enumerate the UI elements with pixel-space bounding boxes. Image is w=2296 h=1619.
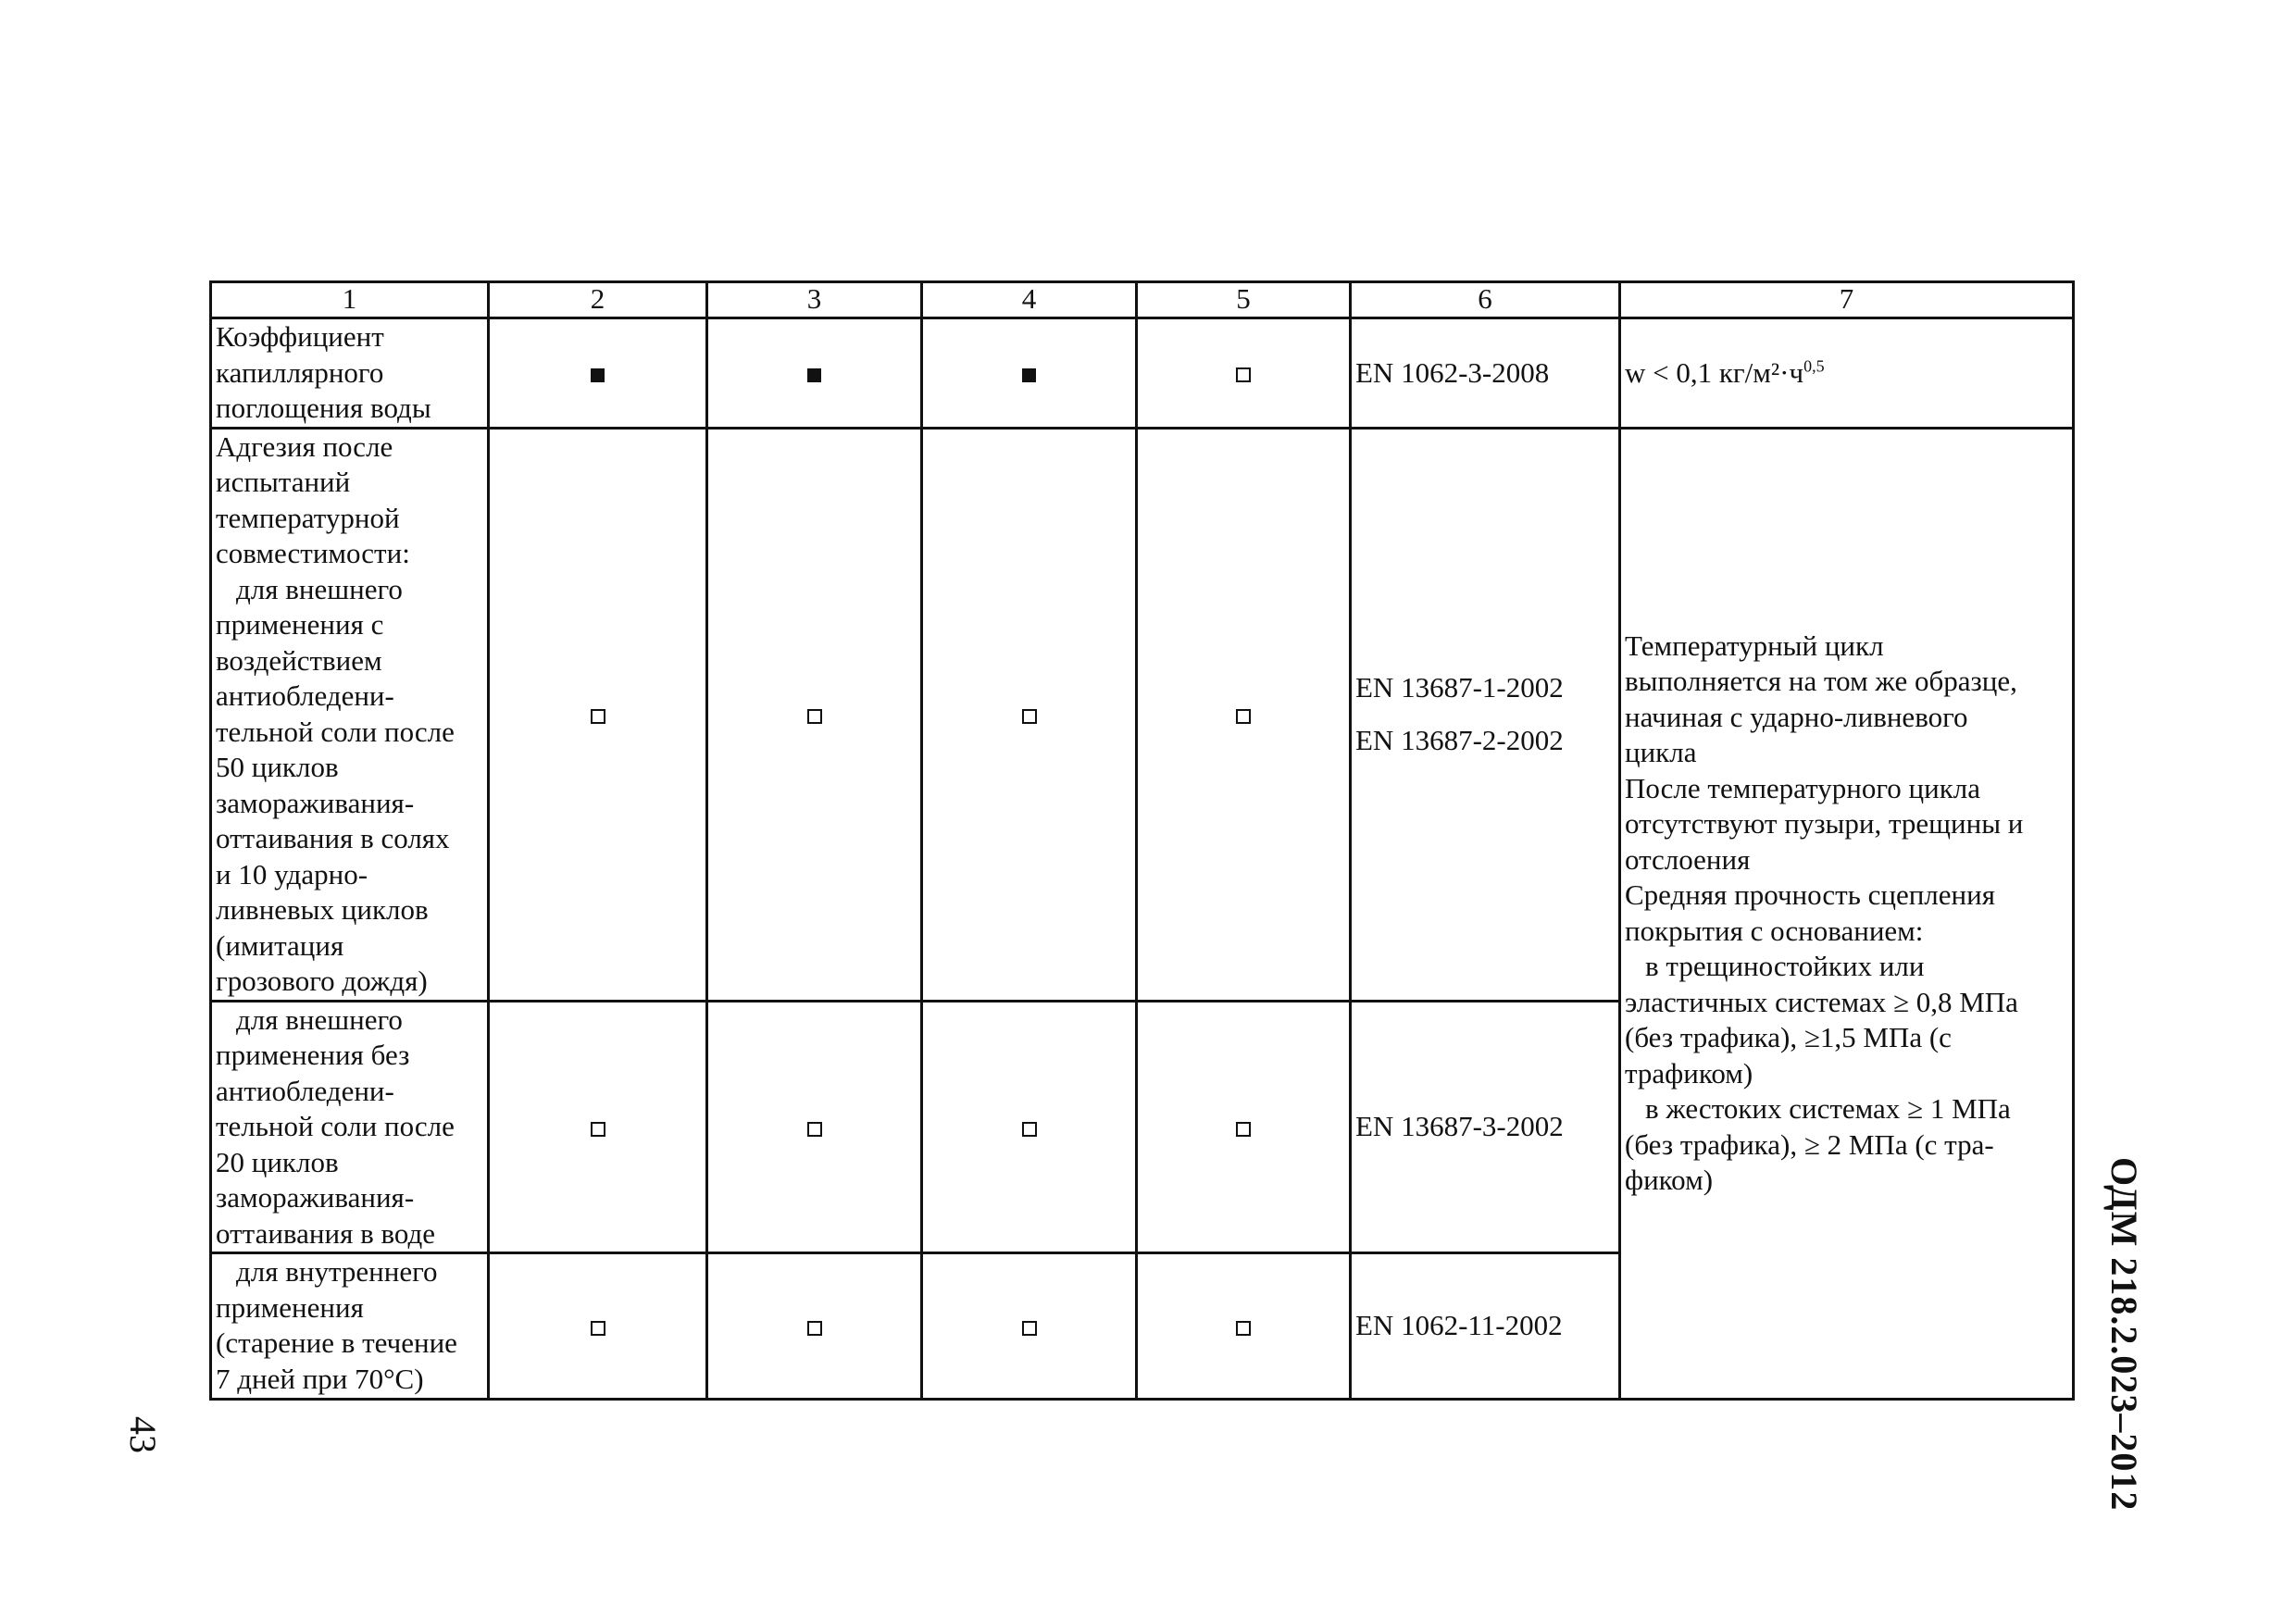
property-cell: [211, 428, 489, 1001]
subitem-text: для внешнего: [236, 1003, 403, 1036]
subitem-text: ливневых циклов: [216, 893, 429, 926]
standard-text: EN 13687-3-2002: [1355, 1110, 1564, 1142]
property-text: капиллярного: [216, 355, 384, 389]
applicability-cell: [489, 1001, 707, 1253]
standard-cell: [1351, 1253, 1620, 1400]
subitem-text: 7 дней при 70°С): [216, 1362, 424, 1395]
applicability-cell: [922, 1253, 1137, 1400]
requirement-text: трафиком): [1625, 1056, 1753, 1090]
table-row: [211, 318, 2074, 429]
standard-text: EN 1062-3-2008: [1355, 355, 1550, 389]
applicability-cell: [489, 428, 707, 1001]
subitem-text: и 10 ударно-: [216, 857, 368, 890]
subitem-text: применения без: [216, 1039, 410, 1071]
open-square-icon: [591, 1321, 605, 1336]
property-text: Адгезия после: [216, 430, 393, 463]
column-header: 5: [1137, 282, 1351, 318]
requirement-text: покрытия с основанием:: [1625, 914, 1924, 947]
open-square-icon: [1236, 367, 1251, 382]
standard-text: EN 13687-1-2002: [1355, 671, 1564, 704]
applicability-cell: [489, 1253, 707, 1400]
filled-square-icon: [591, 368, 605, 382]
open-square-icon: [591, 709, 605, 724]
open-square-icon: [807, 1321, 822, 1336]
column-header: 2: [489, 282, 707, 318]
applicability-cell: [922, 1001, 1137, 1253]
subitem-text: для внутреннего: [236, 1255, 438, 1288]
standard-cell: [1351, 318, 1620, 429]
open-square-icon: [1022, 709, 1037, 724]
open-square-icon: [591, 1122, 605, 1137]
subitem-text: оттаивания в воде: [216, 1216, 436, 1250]
column-header: 6: [1351, 282, 1620, 318]
requirement-cell: [1620, 428, 2074, 1400]
requirement-text: отсутствуют пузыри, трещины и: [1625, 807, 2024, 841]
requirement-exponent: 0,5: [1803, 356, 1825, 376]
open-square-icon: [1022, 1321, 1037, 1336]
requirement-text: цикла: [1625, 736, 1697, 769]
subitem-text: (старение в течение: [216, 1326, 457, 1359]
filled-square-icon: [1022, 368, 1036, 382]
subitem-text: антиобледени-: [216, 1074, 394, 1107]
applicability-cell: [1137, 318, 1351, 429]
standard-text: EN 1062-11-2002: [1355, 1309, 1563, 1342]
column-header: 4: [922, 282, 1137, 318]
property-text: поглощения воды: [216, 392, 431, 424]
requirement-text: отслоения: [1625, 842, 1751, 876]
applicability-cell: [1137, 1253, 1351, 1400]
subitem-text: (имитация: [216, 928, 344, 962]
requirement-cell: [1620, 318, 2074, 429]
requirement-text: После температурного цикла: [1625, 771, 1981, 804]
open-square-icon: [1022, 1122, 1037, 1137]
subitem-text: тельной соли после: [216, 715, 455, 748]
subitem-text: антиобледени-: [216, 679, 394, 712]
subitem-text: для внешнего: [236, 572, 403, 605]
requirement-text: Температурный цикл: [1625, 629, 1884, 662]
standard-text: EN 13687-2-2002: [1355, 723, 1564, 756]
column-header: 3: [707, 282, 922, 318]
property-text: испытаний: [216, 466, 351, 498]
subitem-text: воздействием: [216, 643, 382, 677]
open-square-icon: [1236, 1321, 1251, 1336]
requirement-text: выполняется на том же образце,: [1625, 665, 2017, 698]
property-cell: [211, 1001, 489, 1253]
open-square-icon: [1236, 709, 1251, 724]
subitem-text: замораживания-: [216, 1181, 415, 1214]
requirement-text: фиком): [1625, 1164, 1714, 1197]
applicability-cell: [489, 318, 707, 429]
column-header: 7: [1620, 282, 2074, 318]
header-row: [211, 282, 2074, 318]
filled-square-icon: [807, 368, 821, 382]
standard-cell: [1351, 428, 1620, 1001]
requirement-text: начиная с ударно-ливневого: [1625, 700, 1968, 733]
property-text: температурной: [216, 501, 400, 534]
applicability-cell: [707, 428, 922, 1001]
requirement-text: (без трафика), ≥1,5 МПа (с: [1625, 1021, 1952, 1054]
document-code: ОДМ 218.2.023–2012: [2103, 1157, 2145, 1512]
applicability-cell: [922, 318, 1137, 429]
property-text: Коэффициент: [216, 320, 384, 353]
applicability-cell: [922, 428, 1137, 1001]
requirements-table: [209, 280, 2075, 1401]
applicability-cell: [707, 1001, 922, 1253]
property-cell: [211, 1253, 489, 1400]
applicability-cell: [1137, 428, 1351, 1001]
subitem-text: замораживания-: [216, 786, 415, 819]
open-square-icon: [807, 1122, 822, 1137]
page-number: 43: [122, 1416, 164, 1453]
standard-cell: [1351, 1001, 1620, 1253]
open-square-icon: [1236, 1122, 1251, 1137]
table-row: [211, 428, 2074, 1001]
applicability-cell: [707, 318, 922, 429]
property-cell: [211, 318, 489, 429]
subitem-text: 50 циклов: [216, 751, 339, 783]
requirement-text: в трещиностойких или: [1645, 950, 1925, 983]
requirement-text: в жестоких системах ≥ 1 МПа: [1645, 1092, 2011, 1126]
subitem-text: применения с: [216, 608, 384, 641]
subitem-text: грозового дождя): [216, 965, 428, 997]
subitem-text: тельной соли после: [216, 1110, 455, 1142]
subitem-text: оттаивания в солях: [216, 822, 450, 854]
property-text: совместимости:: [216, 537, 410, 569]
requirement-text: Средняя прочность сцепления: [1625, 878, 1995, 912]
requirement-text: (без трафика), ≥ 2 МПа (с тра-: [1625, 1127, 1994, 1161]
requirement-text: эластичных системах ≥ 0,8 МПа: [1625, 985, 2018, 1018]
open-square-icon: [807, 709, 822, 724]
column-header: 1: [211, 282, 489, 318]
applicability-cell: [707, 1253, 922, 1400]
subitem-text: применения: [216, 1290, 364, 1324]
applicability-cell: [1137, 1001, 1351, 1253]
subitem-text: 20 циклов: [216, 1145, 339, 1178]
requirement-text: w < 0,1 кг/м²·ч: [1625, 355, 1804, 389]
